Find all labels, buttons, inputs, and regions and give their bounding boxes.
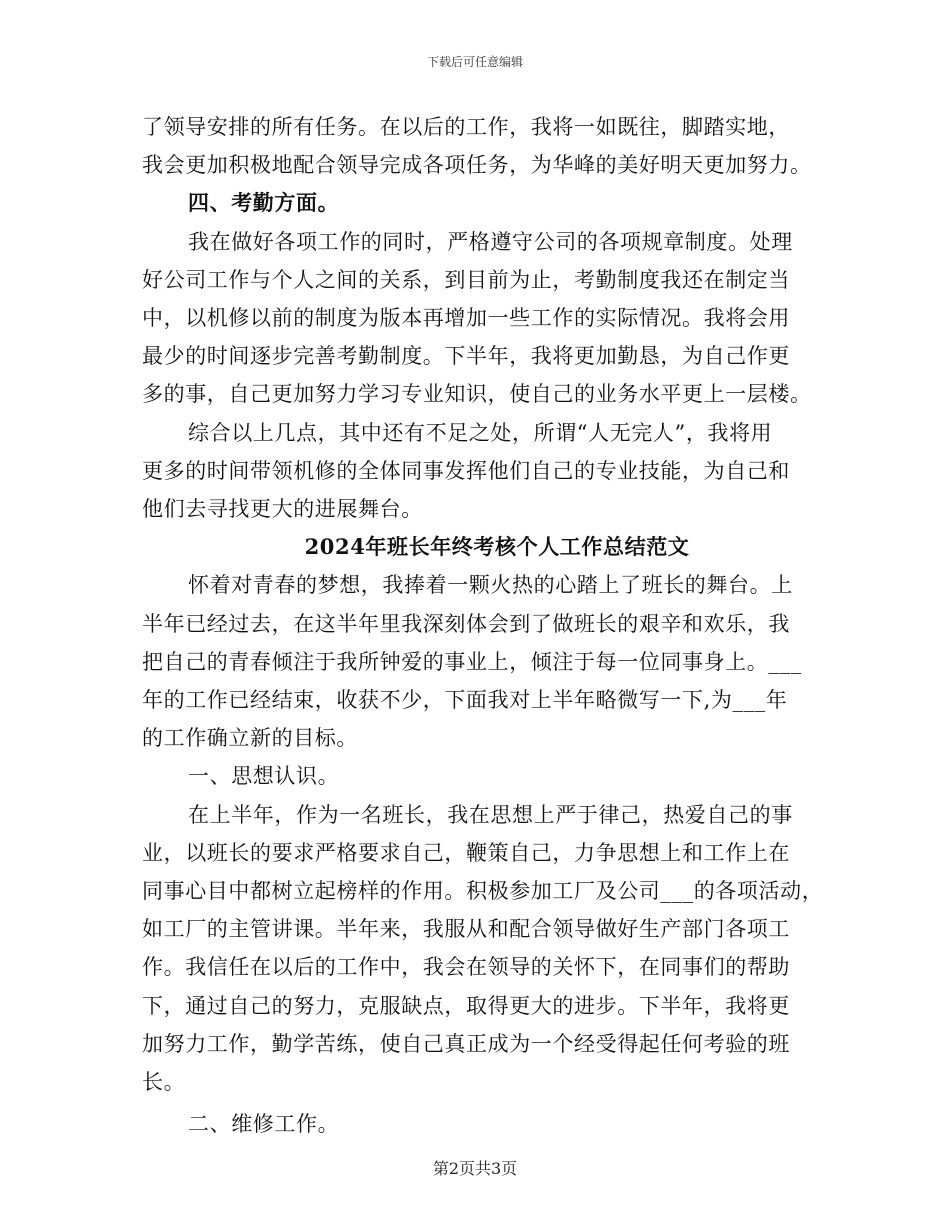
paragraph-line: 综合以上几点，其中还有不足之处，所谓“人无完人”，我将用 [188, 420, 773, 445]
paragraph-line: 半年已经过去，在这半年里我深刻体会到了做班长的艰辛和欢乐，我 [142, 611, 790, 636]
paragraph-line: 长。 [142, 1070, 186, 1095]
document-body [142, 108, 822, 1143]
paragraph-line: 在上半年，作为一名班长，我在思想上严于律己，热爱自己的事 [188, 802, 793, 827]
paragraph-line: 他们去寻找更大的进展舞台。 [142, 497, 423, 522]
paragraph-line: 作。我信任在以后的工作中，我会在领导的关怀下，在同事们的帮助 [142, 955, 790, 980]
page-header: 下载后可任意编辑 [426, 55, 523, 69]
paragraph-line: 把自己的青春倾注于我所钟爱的事业上，倾注于每一位同事身上。___ [142, 649, 802, 674]
paragraph-line: 下，通过自己的努力，克服缺点，取得更大的进步。下半年，我将更 [142, 993, 790, 1018]
paragraph-line: 加努力工作，勤学苦练，使自己真正成为一个经受得起任何考验的班 [142, 1031, 790, 1056]
paragraph-line: 我会更加积极地配合领导完成各项任务，为华峰的美好明天更加努力。 [142, 153, 812, 178]
paragraph-line: 好公司工作与个人之间的关系，到目前为止，考勤制度我还在制定当 [142, 267, 790, 292]
paragraph-line: 最少的时间逐步完善考勤制度。下半年，我将更加勤恳，为自己作更 [142, 344, 790, 369]
paragraph-line: 同事心目中都树立起榜样的作用。积极参加工厂及公司___的各项活动， [142, 879, 824, 904]
section-heading: 二、维修工作。 [188, 1112, 340, 1137]
paragraph-line: 如工厂的主管讲课。半年来，我服从和配合领导做好生产部门各项工 [142, 917, 790, 942]
paragraph-line: 的工作确立新的目标。 [142, 726, 358, 751]
paragraph-line: 年的工作已经结束，收获不少，下面我对上半年略微写一下,为___年 [142, 688, 788, 713]
paragraph-line: 更多的时间带领机修的全体同事发挥他们自己的专业技能，为自己和 [142, 458, 790, 483]
document-title: 2024年班长年终考核个人工作总结范文 [304, 534, 690, 560]
paragraph-line: 了领导安排的所有任务。在以后的工作，我将一如既往，脚踏实地， [142, 115, 790, 139]
paragraph-line: 怀着对青春的梦想，我捧着一颗火热的心踏上了班长的舞台。上 [188, 573, 793, 598]
paragraph-line: 中，以机修以前的制度为版本再增加一些工作的实际情况。我将会用 [142, 306, 790, 331]
paragraph-line: 我在做好各项工作的同时，严格遵守公司的各项规章制度。处理 [188, 229, 793, 254]
paragraph-line: 业，以班长的要求严格要求自己，鞭策自己，力争思想上和工作上在 [142, 840, 790, 865]
page-footer: 第2页共3页 [432, 1159, 518, 1178]
section-heading: 一、思想认识。 [188, 764, 340, 789]
section-heading: 四、考勤方面。 [188, 190, 340, 216]
paragraph-line: 多的事，自己更加努力学习专业知识，使自己的业务水平更上一层楼。 [142, 382, 812, 407]
